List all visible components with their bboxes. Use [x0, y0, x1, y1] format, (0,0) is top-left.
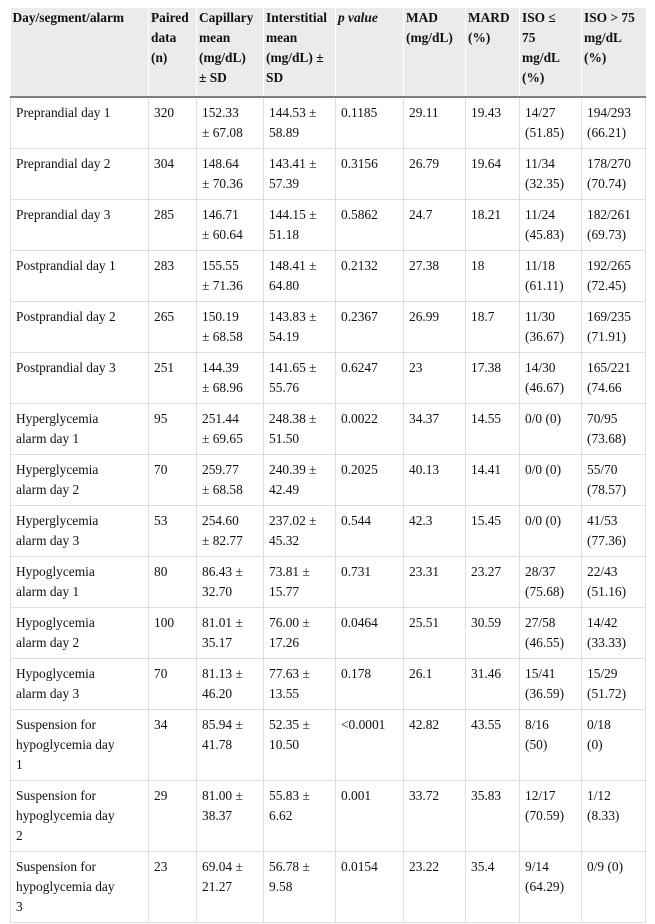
cell-iso-high: 1/12 (8.33) — [582, 781, 646, 852]
cell-capillary-mean: 81.01 ± 35.17 — [197, 608, 264, 659]
cell-paired-data: 304 — [149, 149, 197, 200]
cell-paired-data: 265 — [149, 302, 197, 353]
cell-p-value: 0.0464 — [336, 608, 404, 659]
header-segment: Day/segment/alarm — [11, 8, 149, 97]
cell-iso-low: 0/0 (0) — [520, 506, 582, 557]
cell-paired-data: 100 — [149, 608, 197, 659]
header-row — [11, 8, 646, 97]
cell-mad: 42.82 — [404, 710, 466, 781]
header-iso-low: ISO ≤ 75 mg/dL (%) — [520, 8, 582, 97]
cell-iso-high: 178/270 (70.74) — [582, 149, 646, 200]
cell-iso-high: 22/43 (51.16) — [582, 557, 646, 608]
cell-paired-data: 70 — [149, 455, 197, 506]
header-mad: MAD (mg/dL) — [404, 8, 466, 97]
cell-capillary-mean: 146.71 ± 60.64 — [197, 200, 264, 251]
cell-mad: 23.22 — [404, 852, 466, 923]
cell-mad: 23 — [404, 353, 466, 404]
cell-mard: 18.21 — [466, 200, 520, 251]
cell-mard: 17.38 — [466, 353, 520, 404]
cell-paired-data: 283 — [149, 251, 197, 302]
cell-segment: Hyperglycemia alarm day 3 — [11, 506, 149, 557]
cell-p-value: 0.178 — [336, 659, 404, 710]
cell-mad: 23.31 — [404, 557, 466, 608]
cell-mard: 19.64 — [466, 149, 520, 200]
cell-p-value: 0.2025 — [336, 455, 404, 506]
cell-iso-high: 192/265 (72.45) — [582, 251, 646, 302]
cell-paired-data: 53 — [149, 506, 197, 557]
cell-iso-high: 55/70 (78.57) — [582, 455, 646, 506]
cell-iso-low: 28/37 (75.68) — [520, 557, 582, 608]
cell-p-value: 0.3156 — [336, 149, 404, 200]
cell-segment: Hypoglycemia alarm day 1 — [11, 557, 149, 608]
cell-iso-low: 11/34 (32.35) — [520, 149, 582, 200]
cell-capillary-mean: 251.44 ± 69.65 — [197, 404, 264, 455]
cell-segment: Hyperglycemia alarm day 1 — [11, 404, 149, 455]
cell-capillary-mean: 259.77 ± 68.58 — [197, 455, 264, 506]
table-row — [11, 710, 646, 781]
cell-p-value: 0.001 — [336, 781, 404, 852]
cell-mad: 27.38 — [404, 251, 466, 302]
cell-interstitial-mean: 55.83 ± 6.62 — [264, 781, 336, 852]
header-mard: MARD (%) — [466, 8, 520, 97]
cell-segment: Suspension for hypoglycemia day 1 — [11, 710, 149, 781]
cell-paired-data: 29 — [149, 781, 197, 852]
table-row — [11, 302, 646, 353]
cell-capillary-mean: 144.39 ± 68.96 — [197, 353, 264, 404]
cell-interstitial-mean: 73.81 ± 15.77 — [264, 557, 336, 608]
cell-iso-low: 11/24 (45.83) — [520, 200, 582, 251]
table-row — [11, 659, 646, 710]
cell-paired-data: 80 — [149, 557, 197, 608]
cell-iso-low: 9/14 (64.29) — [520, 852, 582, 923]
cell-interstitial-mean: 144.53 ± 58.89 — [264, 97, 336, 149]
cell-p-value: 0.1185 — [336, 97, 404, 149]
cell-segment: Hypoglycemia alarm day 2 — [11, 608, 149, 659]
cell-mard: 30.59 — [466, 608, 520, 659]
cell-iso-low: 0/0 (0) — [520, 455, 582, 506]
results-table-container — [10, 8, 645, 923]
table-row — [11, 852, 646, 923]
cell-capillary-mean: 150.19 ± 68.58 — [197, 302, 264, 353]
cell-capillary-mean: 81.13 ± 46.20 — [197, 659, 264, 710]
cell-interstitial-mean: 77.63 ± 13.55 — [264, 659, 336, 710]
cell-iso-low: 8/16 (50) — [520, 710, 582, 781]
cell-iso-high: 15/29 (51.72) — [582, 659, 646, 710]
cell-iso-low: 11/30 (36.67) — [520, 302, 582, 353]
cell-p-value: 0.0022 — [336, 404, 404, 455]
cell-iso-low: 11/18 (61.11) — [520, 251, 582, 302]
cell-paired-data: 23 — [149, 852, 197, 923]
cell-capillary-mean: 155.55 ± 71.36 — [197, 251, 264, 302]
cell-iso-high: 14/42 (33.33) — [582, 608, 646, 659]
cell-p-value: 0.5862 — [336, 200, 404, 251]
cell-mard: 18.7 — [466, 302, 520, 353]
cell-capillary-mean: 254.60 ± 82.77 — [197, 506, 264, 557]
cell-capillary-mean: 86.43 ± 32.70 — [197, 557, 264, 608]
cell-capillary-mean: 152.33 ± 67.08 — [197, 97, 264, 149]
cell-interstitial-mean: 56.78 ± 9.58 — [264, 852, 336, 923]
cell-mard: 19.43 — [466, 97, 520, 149]
cell-iso-high: 169/235 (71.91) — [582, 302, 646, 353]
cell-capillary-mean: 81.00 ± 38.37 — [197, 781, 264, 852]
cell-iso-low: 14/30 (46.67) — [520, 353, 582, 404]
cell-iso-high: 194/293 (66.21) — [582, 97, 646, 149]
cell-interstitial-mean: 141.65 ± 55.76 — [264, 353, 336, 404]
table-row — [11, 353, 646, 404]
cell-segment: Suspension for hypoglycemia day 3 — [11, 852, 149, 923]
cell-capillary-mean: 85.94 ± 41.78 — [197, 710, 264, 781]
cell-segment: Preprandial day 2 — [11, 149, 149, 200]
cell-p-value: 0.544 — [336, 506, 404, 557]
cell-interstitial-mean: 148.41 ± 64.80 — [264, 251, 336, 302]
cell-segment: Postprandial day 3 — [11, 353, 149, 404]
header-p-value: p value — [336, 8, 404, 97]
cell-interstitial-mean: 52.35 ± 10.50 — [264, 710, 336, 781]
cell-iso-high: 0/9 (0) — [582, 852, 646, 923]
cell-mard: 23.27 — [466, 557, 520, 608]
cell-iso-low: 15/41 (36.59) — [520, 659, 582, 710]
header-iso-high: ISO > 75 mg/dL (%) — [582, 8, 646, 97]
cell-capillary-mean: 148.64 ± 70.36 — [197, 149, 264, 200]
cell-mard: 15.45 — [466, 506, 520, 557]
cell-interstitial-mean: 248.38 ± 51.50 — [264, 404, 336, 455]
cell-p-value: 0.6247 — [336, 353, 404, 404]
table-row — [11, 251, 646, 302]
header-paired-data: Paired data (n) — [149, 8, 197, 97]
cell-iso-low: 12/17 (70.59) — [520, 781, 582, 852]
table-body — [11, 97, 646, 923]
cell-p-value: 0.2132 — [336, 251, 404, 302]
cell-mard: 14.41 — [466, 455, 520, 506]
cell-iso-high: 41/53 (77.36) — [582, 506, 646, 557]
cell-mad: 29.11 — [404, 97, 466, 149]
cell-mad: 42.3 — [404, 506, 466, 557]
cell-p-value: 0.0154 — [336, 852, 404, 923]
cell-segment: Preprandial day 1 — [11, 97, 149, 149]
table-row — [11, 557, 646, 608]
cell-iso-high: 70/95 (73.68) — [582, 404, 646, 455]
cell-p-value: <0.0001 — [336, 710, 404, 781]
results-table — [10, 8, 646, 923]
cell-iso-low: 0/0 (0) — [520, 404, 582, 455]
cell-paired-data: 34 — [149, 710, 197, 781]
cell-interstitial-mean: 240.39 ± 42.49 — [264, 455, 336, 506]
cell-mad: 33.72 — [404, 781, 466, 852]
cell-mad: 26.79 — [404, 149, 466, 200]
cell-iso-high: 182/261 (69.73) — [582, 200, 646, 251]
cell-paired-data: 70 — [149, 659, 197, 710]
cell-segment: Hypoglycemia alarm day 3 — [11, 659, 149, 710]
table-row — [11, 200, 646, 251]
cell-mard: 35.4 — [466, 852, 520, 923]
cell-mard: 31.46 — [466, 659, 520, 710]
cell-paired-data: 251 — [149, 353, 197, 404]
cell-mard: 18 — [466, 251, 520, 302]
table-row — [11, 781, 646, 852]
cell-mad: 26.1 — [404, 659, 466, 710]
cell-segment: Hyperglycemia alarm day 2 — [11, 455, 149, 506]
table-row — [11, 608, 646, 659]
cell-mad: 34.37 — [404, 404, 466, 455]
cell-mad: 26.99 — [404, 302, 466, 353]
cell-interstitial-mean: 237.02 ± 45.32 — [264, 506, 336, 557]
cell-mard: 43.55 — [466, 710, 520, 781]
cell-mard: 35.83 — [466, 781, 520, 852]
cell-segment: Suspension for hypoglycemia day 2 — [11, 781, 149, 852]
cell-paired-data: 320 — [149, 97, 197, 149]
header-interstitial-mean: Interstitial mean (mg/dL) ± SD — [264, 8, 336, 97]
table-row — [11, 149, 646, 200]
cell-segment: Postprandial day 1 — [11, 251, 149, 302]
cell-iso-low: 27/58 (46.55) — [520, 608, 582, 659]
cell-interstitial-mean: 144.15 ± 51.18 — [264, 200, 336, 251]
cell-mad: 40.13 — [404, 455, 466, 506]
cell-segment: Postprandial day 2 — [11, 302, 149, 353]
cell-paired-data: 285 — [149, 200, 197, 251]
cell-iso-high: 0/18 (0) — [582, 710, 646, 781]
table-row — [11, 404, 646, 455]
table-row — [11, 455, 646, 506]
cell-iso-low: 14/27 (51.85) — [520, 97, 582, 149]
cell-mad: 25.51 — [404, 608, 466, 659]
cell-interstitial-mean: 143.83 ± 54.19 — [264, 302, 336, 353]
header-capillary-mean: Capillary mean (mg/dL) ± SD — [197, 8, 264, 97]
cell-paired-data: 95 — [149, 404, 197, 455]
cell-mad: 24.7 — [404, 200, 466, 251]
cell-iso-high: 165/221 (74.66 — [582, 353, 646, 404]
cell-mard: 14.55 — [466, 404, 520, 455]
table-row — [11, 506, 646, 557]
cell-p-value: 0.2367 — [336, 302, 404, 353]
cell-capillary-mean: 69.04 ± 21.27 — [197, 852, 264, 923]
table-row — [11, 97, 646, 149]
cell-p-value: 0.731 — [336, 557, 404, 608]
cell-interstitial-mean: 76.00 ± 17.26 — [264, 608, 336, 659]
cell-interstitial-mean: 143.41 ± 57.39 — [264, 149, 336, 200]
cell-segment: Preprandial day 3 — [11, 200, 149, 251]
